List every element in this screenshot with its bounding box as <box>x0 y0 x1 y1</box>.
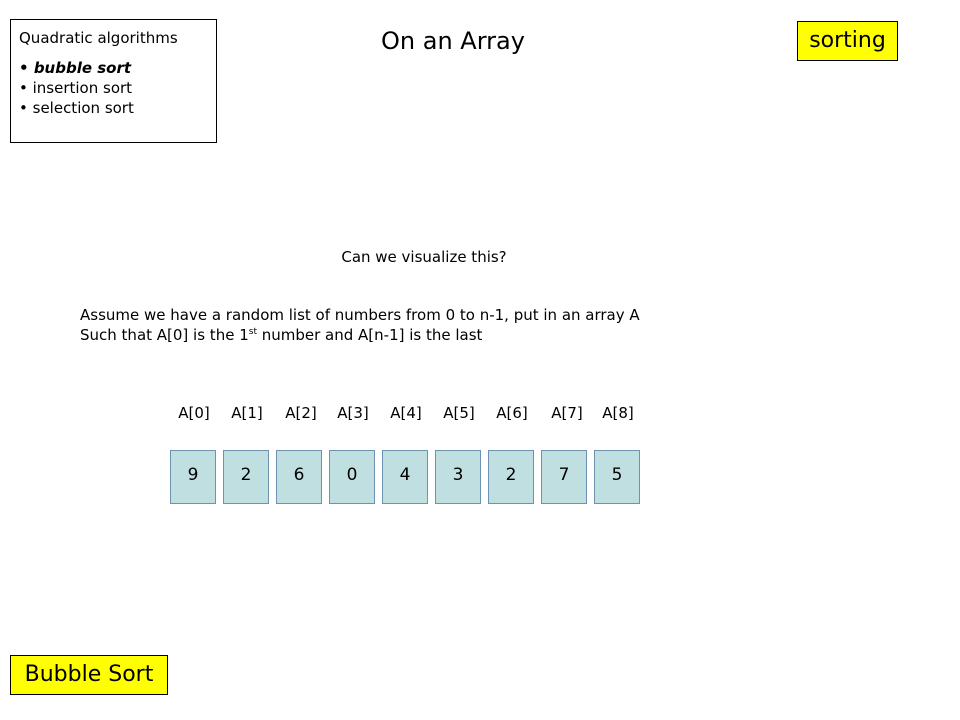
algorithm-item-bubble-sort: • bubble sort <box>19 58 216 78</box>
ordinal-suffix: st <box>248 327 257 337</box>
array-index-label: A[6] <box>496 404 528 422</box>
algorithms-list <box>19 58 216 118</box>
assumption-line-2 <box>80 325 640 345</box>
array-index-label: A[0] <box>178 404 210 422</box>
assumption-line-2-end: number and A[n-1] is the last <box>256 326 483 344</box>
array-index-label: A[3] <box>337 404 369 422</box>
array-cell: 2 <box>488 450 534 504</box>
array-cell: 2 <box>223 450 269 504</box>
array-cell: 7 <box>541 450 587 504</box>
array-cell: 0 <box>329 450 375 504</box>
array-index-label: A[5] <box>443 404 475 422</box>
assumption-text <box>80 305 640 345</box>
array-cell: 9 <box>170 450 216 504</box>
array-cell: 5 <box>594 450 640 504</box>
algorithm-item-selection-sort: • selection sort <box>19 98 216 118</box>
topic-tag: sorting <box>797 21 898 61</box>
algorithm-tag: Bubble Sort <box>10 655 168 695</box>
array-index-label: A[7] <box>551 404 583 422</box>
page-title: On an Array <box>381 27 525 55</box>
algorithms-box-title: Quadratic algorithms <box>19 29 178 47</box>
array-index-label: A[4] <box>390 404 422 422</box>
assumption-line-2-start: Such that A[0] is the 1 <box>80 326 249 344</box>
assumption-line-1: Assume we have a random list of numbers from 0 to n-1, put in an array A <box>80 306 640 324</box>
array-cell: 3 <box>435 450 481 504</box>
array-index-label: A[2] <box>285 404 317 422</box>
array-cell: 4 <box>382 450 428 504</box>
question-text: Can we visualize this? <box>341 248 507 266</box>
algorithm-item-insertion-sort: • insertion sort <box>19 78 216 98</box>
array-cell: 6 <box>276 450 322 504</box>
array-index-label: A[8] <box>602 404 634 422</box>
array-index-label: A[1] <box>231 404 263 422</box>
